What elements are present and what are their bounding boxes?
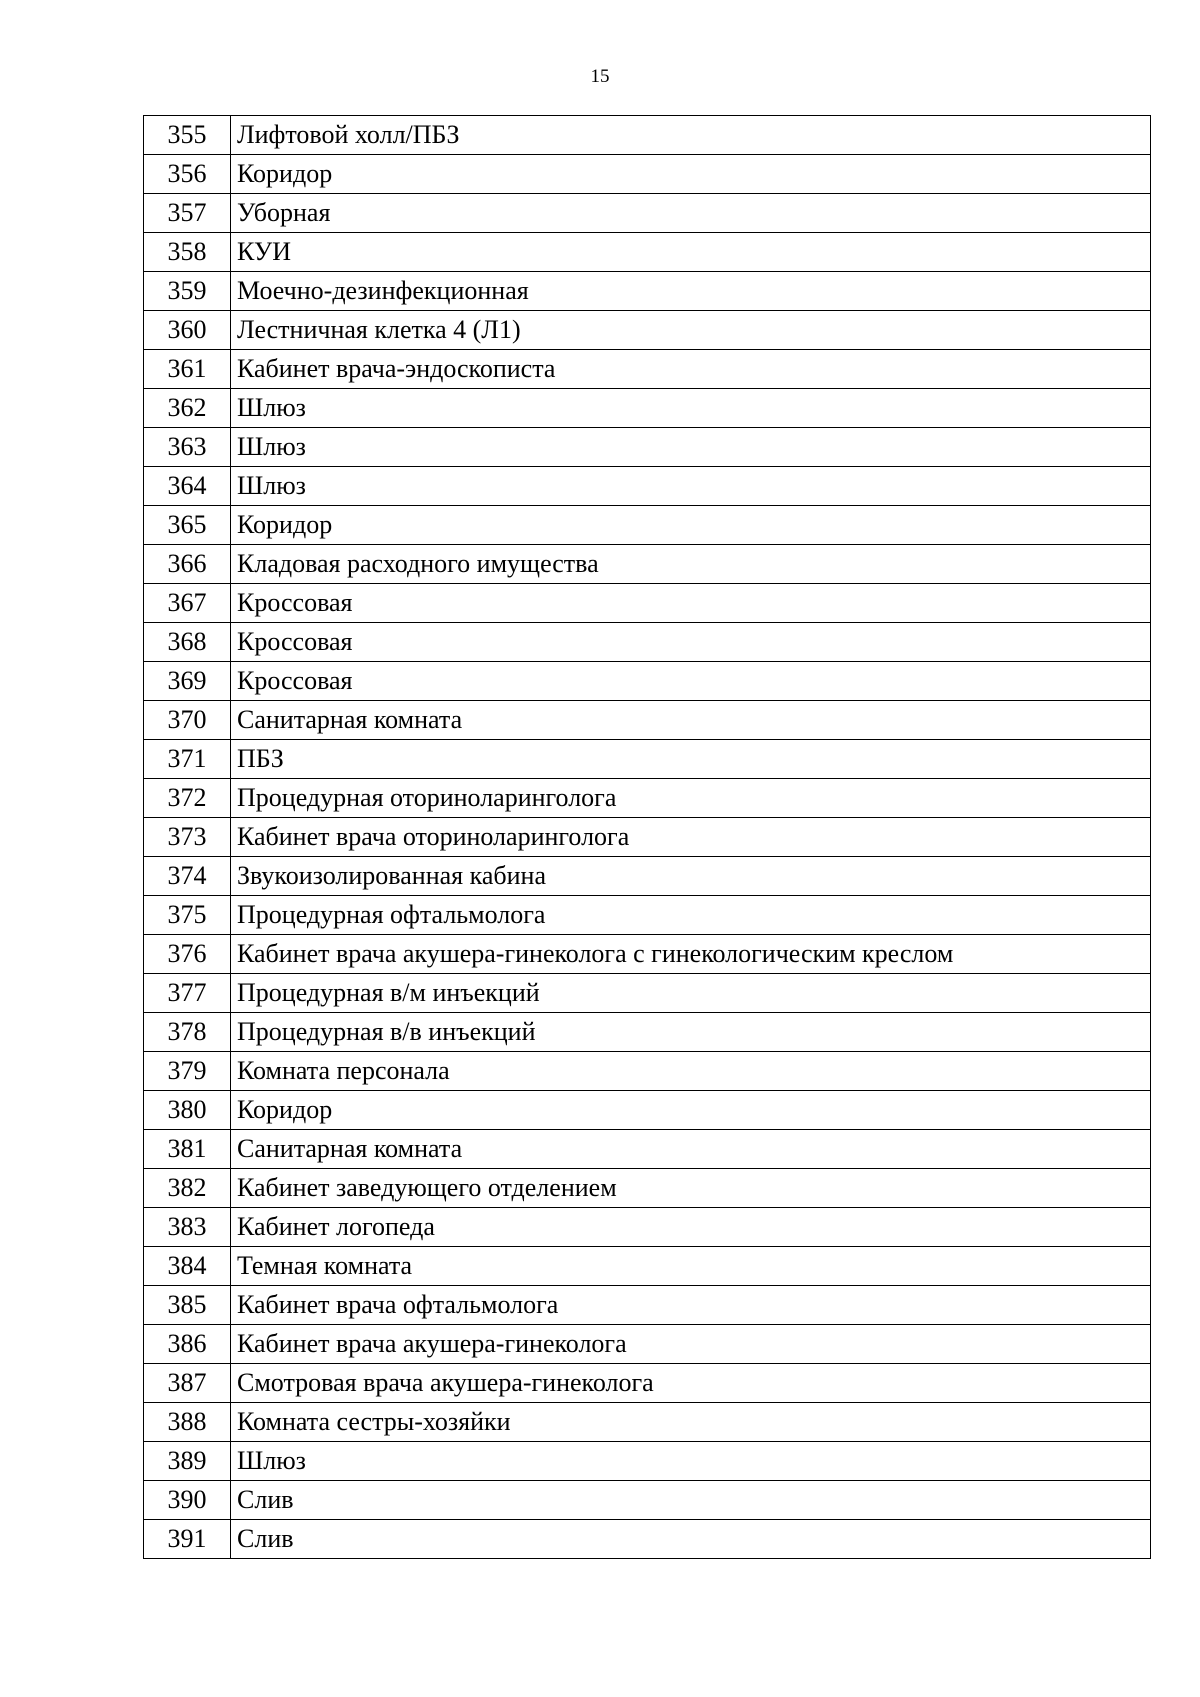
room-number-cell: 388	[144, 1403, 231, 1442]
room-number-cell: 359	[144, 272, 231, 311]
table-row	[144, 740, 1151, 779]
room-name-cell: Шлюз	[231, 1442, 1151, 1481]
room-name-cell: Кроссовая	[231, 662, 1151, 701]
table-row	[144, 1325, 1151, 1364]
room-name-cell: Кабинет врача акушера-гинеколога с гинекологическим креслом	[231, 935, 1151, 974]
table-row	[144, 896, 1151, 935]
room-name-cell: Коридор	[231, 506, 1151, 545]
rooms-table-body	[144, 116, 1151, 1559]
room-number-cell: 380	[144, 1091, 231, 1130]
room-name-cell: Коридор	[231, 155, 1151, 194]
room-name-cell: Процедурная оториноларинголога	[231, 779, 1151, 818]
room-name-cell: Шлюз	[231, 467, 1151, 506]
table-row	[144, 428, 1151, 467]
table-row	[144, 935, 1151, 974]
room-number-cell: 364	[144, 467, 231, 506]
room-number-cell: 384	[144, 1247, 231, 1286]
table-row	[144, 779, 1151, 818]
room-number-cell: 387	[144, 1364, 231, 1403]
room-name-cell: Смотровая врача акушера-гинеколога	[231, 1364, 1151, 1403]
room-number-cell: 369	[144, 662, 231, 701]
table-row	[144, 818, 1151, 857]
table-row	[144, 1481, 1151, 1520]
room-name-cell: Процедурная в/м инъекций	[231, 974, 1151, 1013]
table-row	[144, 545, 1151, 584]
room-number-cell: 373	[144, 818, 231, 857]
room-number-cell: 386	[144, 1325, 231, 1364]
table-row	[144, 1052, 1151, 1091]
table-row	[144, 1286, 1151, 1325]
room-number-cell: 368	[144, 623, 231, 662]
table-row	[144, 584, 1151, 623]
table-row	[144, 1091, 1151, 1130]
room-number-cell: 362	[144, 389, 231, 428]
room-number-cell: 383	[144, 1208, 231, 1247]
room-name-cell: Лифтовой холл/ПБЗ	[231, 116, 1151, 155]
room-number-cell: 379	[144, 1052, 231, 1091]
room-number-cell: 377	[144, 974, 231, 1013]
table-row	[144, 1169, 1151, 1208]
table-row	[144, 194, 1151, 233]
room-name-cell: Уборная	[231, 194, 1151, 233]
room-name-cell: КУИ	[231, 233, 1151, 272]
room-number-cell: 366	[144, 545, 231, 584]
room-number-cell: 361	[144, 350, 231, 389]
table-row	[144, 1364, 1151, 1403]
room-number-cell: 391	[144, 1520, 231, 1559]
room-name-cell: Слив	[231, 1520, 1151, 1559]
room-name-cell: Комната сестры-хозяйки	[231, 1403, 1151, 1442]
room-name-cell: Кабинет врача офтальмолога	[231, 1286, 1151, 1325]
table-row	[144, 506, 1151, 545]
table-row	[144, 389, 1151, 428]
room-number-cell: 371	[144, 740, 231, 779]
room-name-cell: Кабинет логопеда	[231, 1208, 1151, 1247]
table-row	[144, 467, 1151, 506]
room-name-cell: Кабинет врача-эндоскописта	[231, 350, 1151, 389]
room-name-cell: Процедурная офтальмолога	[231, 896, 1151, 935]
room-name-cell: Кроссовая	[231, 584, 1151, 623]
room-name-cell: Кабинет врача акушера-гинеколога	[231, 1325, 1151, 1364]
room-number-cell: 389	[144, 1442, 231, 1481]
table-row	[144, 1520, 1151, 1559]
table-row	[144, 974, 1151, 1013]
page-number: 15	[590, 66, 610, 87]
room-name-cell: Слив	[231, 1481, 1151, 1520]
room-number-cell: 375	[144, 896, 231, 935]
table-row	[144, 662, 1151, 701]
room-name-cell: Темная комната	[231, 1247, 1151, 1286]
table-row	[144, 311, 1151, 350]
room-number-cell: 370	[144, 701, 231, 740]
room-number-cell: 357	[144, 194, 231, 233]
room-number-cell: 365	[144, 506, 231, 545]
room-name-cell: Процедурная в/в инъекций	[231, 1013, 1151, 1052]
room-name-cell: Комната персонала	[231, 1052, 1151, 1091]
room-number-cell: 356	[144, 155, 231, 194]
room-name-cell: Шлюз	[231, 428, 1151, 467]
table-row	[144, 1130, 1151, 1169]
table-row	[144, 1403, 1151, 1442]
room-number-cell: 385	[144, 1286, 231, 1325]
room-number-cell: 355	[144, 116, 231, 155]
room-number-cell: 367	[144, 584, 231, 623]
table-row	[144, 350, 1151, 389]
room-name-cell: Кабинет врача оториноларинголога	[231, 818, 1151, 857]
room-number-cell: 360	[144, 311, 231, 350]
table-row	[144, 701, 1151, 740]
room-name-cell: Кладовая расходного имущества	[231, 545, 1151, 584]
rooms-table	[143, 115, 1151, 1559]
room-name-cell: Лестничная клетка 4 (Л1)	[231, 311, 1151, 350]
room-number-cell: 363	[144, 428, 231, 467]
table-row	[144, 1442, 1151, 1481]
table-row	[144, 272, 1151, 311]
room-number-cell: 376	[144, 935, 231, 974]
room-name-cell: Звукоизолированная кабина	[231, 857, 1151, 896]
room-name-cell: Кабинет заведующего отделением	[231, 1169, 1151, 1208]
room-name-cell: Шлюз	[231, 389, 1151, 428]
room-number-cell: 372	[144, 779, 231, 818]
table-row	[144, 155, 1151, 194]
table-row	[144, 857, 1151, 896]
table-row	[144, 1013, 1151, 1052]
room-number-cell: 378	[144, 1013, 231, 1052]
table-row	[144, 1247, 1151, 1286]
room-number-cell: 374	[144, 857, 231, 896]
room-number-cell: 358	[144, 233, 231, 272]
room-name-cell: Коридор	[231, 1091, 1151, 1130]
room-number-cell: 382	[144, 1169, 231, 1208]
table-row	[144, 116, 1151, 155]
table-row	[144, 233, 1151, 272]
room-number-cell: 390	[144, 1481, 231, 1520]
table-row	[144, 1208, 1151, 1247]
room-name-cell: Моечно-дезинфекционная	[231, 272, 1151, 311]
room-name-cell: Санитарная комната	[231, 701, 1151, 740]
table-row	[144, 623, 1151, 662]
room-number-cell: 381	[144, 1130, 231, 1169]
room-name-cell: Кроссовая	[231, 623, 1151, 662]
room-name-cell: ПБЗ	[231, 740, 1151, 779]
room-name-cell: Санитарная комната	[231, 1130, 1151, 1169]
